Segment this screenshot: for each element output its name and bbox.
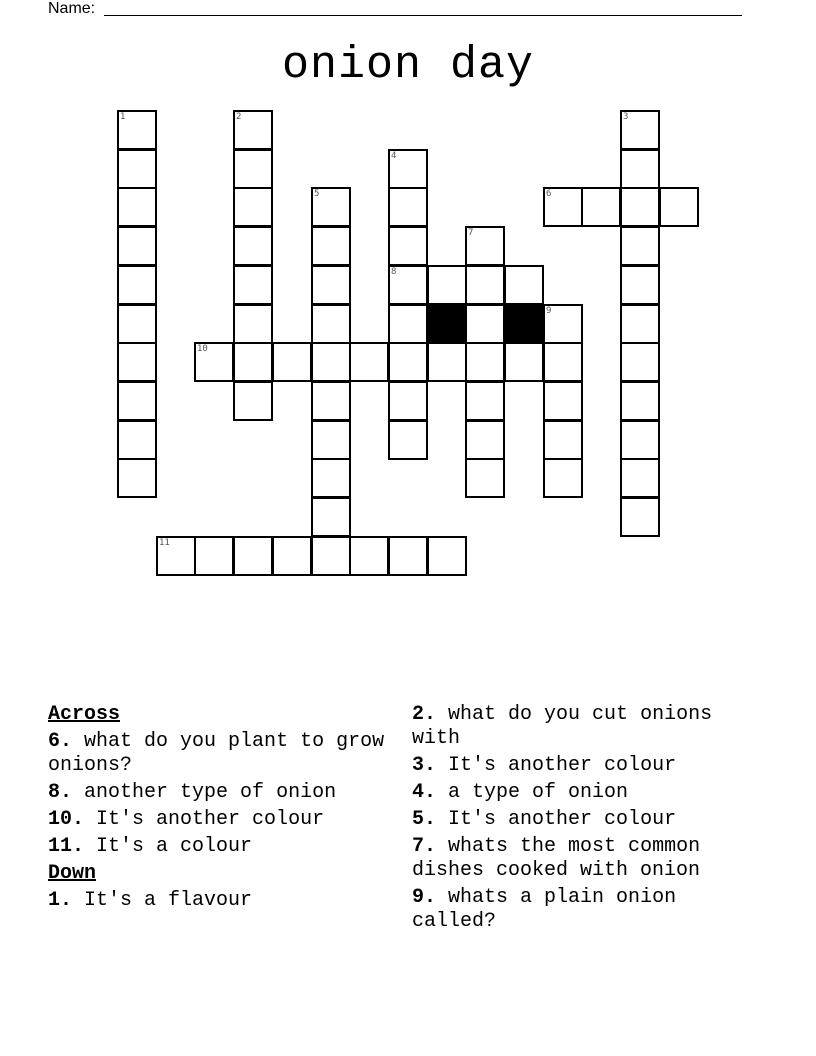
grid-cell[interactable] — [117, 149, 157, 189]
grid-cell[interactable] — [620, 342, 660, 382]
grid-cell[interactable] — [504, 342, 544, 382]
grid-cell[interactable] — [465, 420, 505, 460]
clue-down-3 — [412, 754, 772, 778]
grid-cell[interactable] — [465, 342, 505, 382]
grid-cell[interactable] — [117, 420, 157, 460]
clues-column-left — [48, 703, 398, 916]
grid-cell[interactable] — [272, 342, 312, 382]
grid-cell[interactable] — [465, 304, 505, 344]
clue-text: It's another colour — [448, 808, 677, 831]
puzzle-title: onion day — [281, 40, 535, 91]
clue-text: whats the most common dishes cooked with onion — [412, 835, 701, 882]
clue-down-2 — [412, 703, 772, 751]
grid-cell[interactable] — [465, 265, 505, 305]
grid-cell[interactable] — [543, 187, 583, 227]
grid-cell[interactable] — [427, 265, 467, 305]
clue-number: 7. — [412, 835, 437, 858]
clue-text: what do you cut onions with — [412, 703, 713, 750]
cell-number: 6 — [546, 189, 552, 199]
grid-cell[interactable] — [233, 110, 273, 150]
grid-cell[interactable] — [194, 536, 234, 576]
grid-cell[interactable] — [117, 458, 157, 498]
grid-cell[interactable] — [388, 381, 428, 421]
grid-cell[interactable] — [117, 265, 157, 305]
grid-cell[interactable] — [427, 536, 467, 576]
grid-cell[interactable] — [388, 304, 428, 344]
grid-cell[interactable] — [117, 187, 157, 227]
cell-number: 5 — [314, 189, 320, 199]
cell-number: 9 — [546, 306, 552, 316]
grid-cell[interactable] — [620, 381, 660, 421]
clue-text: It's a colour — [96, 835, 253, 858]
clue-number: 1. — [48, 889, 73, 912]
grid-cell[interactable] — [543, 420, 583, 460]
grid-cell[interactable] — [388, 342, 428, 382]
grid-cell[interactable] — [581, 187, 621, 227]
cell-number: 1 — [120, 112, 126, 122]
clue-across-10 — [48, 808, 398, 832]
grid-cell[interactable] — [659, 187, 699, 227]
grid-cell[interactable] — [465, 458, 505, 498]
clue-text: It's a flavour — [84, 889, 253, 912]
grid-cell[interactable] — [465, 381, 505, 421]
grid-cell[interactable] — [388, 149, 428, 189]
grid-cell[interactable] — [388, 536, 428, 576]
grid-cell[interactable] — [233, 342, 273, 382]
grid-cell[interactable] — [272, 536, 312, 576]
clue-across-8 — [48, 781, 398, 805]
grid-cell[interactable] — [465, 226, 505, 266]
grid-cell[interactable] — [311, 381, 351, 421]
grid-cell[interactable] — [233, 304, 273, 344]
grid-cell[interactable] — [117, 381, 157, 421]
clue-text: It's another colour — [448, 754, 677, 777]
clue-number: 6. — [48, 730, 73, 753]
cell-number: 7 — [468, 228, 474, 238]
grid-cell[interactable] — [620, 497, 660, 537]
clue-down-4 — [412, 781, 772, 805]
grid-cell[interactable] — [543, 304, 583, 344]
grid-cell[interactable] — [233, 265, 273, 305]
clue-number: 2. — [412, 703, 437, 726]
clue-down-7 — [412, 835, 772, 883]
grid-cell[interactable] — [620, 187, 660, 227]
cell-number: 2 — [236, 112, 242, 122]
clue-number: 9. — [412, 886, 437, 909]
cell-number: 3 — [623, 112, 629, 122]
across-heading: Across — [48, 703, 121, 726]
clue-number: 8. — [48, 781, 73, 804]
grid-cell[interactable] — [194, 342, 234, 382]
grid-cell[interactable] — [427, 342, 467, 382]
grid-cell-black — [427, 304, 467, 344]
clue-down-1 — [48, 889, 398, 913]
grid-cell[interactable] — [620, 265, 660, 305]
grid-cell[interactable] — [117, 342, 157, 382]
clue-down-5 — [412, 808, 772, 832]
clues-column-right — [412, 703, 772, 937]
grid-cell[interactable] — [620, 149, 660, 189]
grid-cell[interactable] — [117, 110, 157, 150]
grid-cell[interactable] — [349, 342, 389, 382]
clue-number: 4. — [412, 781, 437, 804]
grid-cell[interactable] — [117, 226, 157, 266]
grid-cell[interactable] — [349, 536, 389, 576]
grid-cell[interactable] — [311, 187, 351, 227]
cell-number: 10 — [197, 344, 208, 354]
grid-cell[interactable] — [311, 497, 351, 537]
grid-cell[interactable] — [388, 226, 428, 266]
grid-cell[interactable] — [311, 304, 351, 344]
grid-cell[interactable] — [311, 536, 351, 576]
grid-cell[interactable] — [233, 536, 273, 576]
clue-text: another type of onion — [84, 781, 337, 804]
clue-number: 3. — [412, 754, 437, 777]
grid-cell[interactable] — [388, 265, 428, 305]
grid-cell[interactable] — [311, 420, 351, 460]
grid-cell[interactable] — [388, 187, 428, 227]
grid-cell[interactable] — [311, 342, 351, 382]
grid-cell[interactable] — [311, 458, 351, 498]
grid-cell[interactable] — [620, 110, 660, 150]
grid-cell[interactable] — [543, 342, 583, 382]
grid-cell[interactable] — [620, 226, 660, 266]
name-label: Name: — [48, 0, 96, 17]
clue-text: whats a plain onion called? — [412, 886, 677, 933]
grid-cell[interactable] — [543, 458, 583, 498]
grid-cell[interactable] — [233, 149, 273, 189]
grid-cell[interactable] — [543, 381, 583, 421]
grid-cell[interactable] — [620, 420, 660, 460]
down-heading: Down — [48, 862, 97, 885]
clue-text: what do you plant to grow onions? — [48, 730, 385, 777]
clue-text: It's another colour — [96, 808, 325, 831]
grid-cell[interactable] — [156, 536, 196, 576]
clue-text: a type of onion — [448, 781, 629, 804]
clue-down-9 — [412, 886, 772, 934]
grid-cell[interactable] — [620, 458, 660, 498]
clue-across-6 — [48, 730, 398, 778]
clue-across-11 — [48, 835, 398, 859]
cell-number: 4 — [391, 151, 397, 161]
clue-number: 5. — [412, 808, 437, 831]
grid-cell[interactable] — [504, 265, 544, 305]
clue-number: 11. — [48, 835, 85, 858]
grid-cell[interactable] — [388, 420, 428, 460]
grid-cell[interactable] — [311, 226, 351, 266]
grid-cell-black — [504, 304, 544, 344]
grid-cell[interactable] — [117, 304, 157, 344]
grid-cell[interactable] — [311, 265, 351, 305]
grid-cell[interactable] — [620, 304, 660, 344]
grid-cell[interactable] — [233, 226, 273, 266]
cell-number: 11 — [159, 538, 170, 548]
clue-number: 10. — [48, 808, 85, 831]
grid-cell[interactable] — [233, 187, 273, 227]
grid-cell[interactable] — [233, 381, 273, 421]
cell-number: 8 — [391, 267, 397, 277]
